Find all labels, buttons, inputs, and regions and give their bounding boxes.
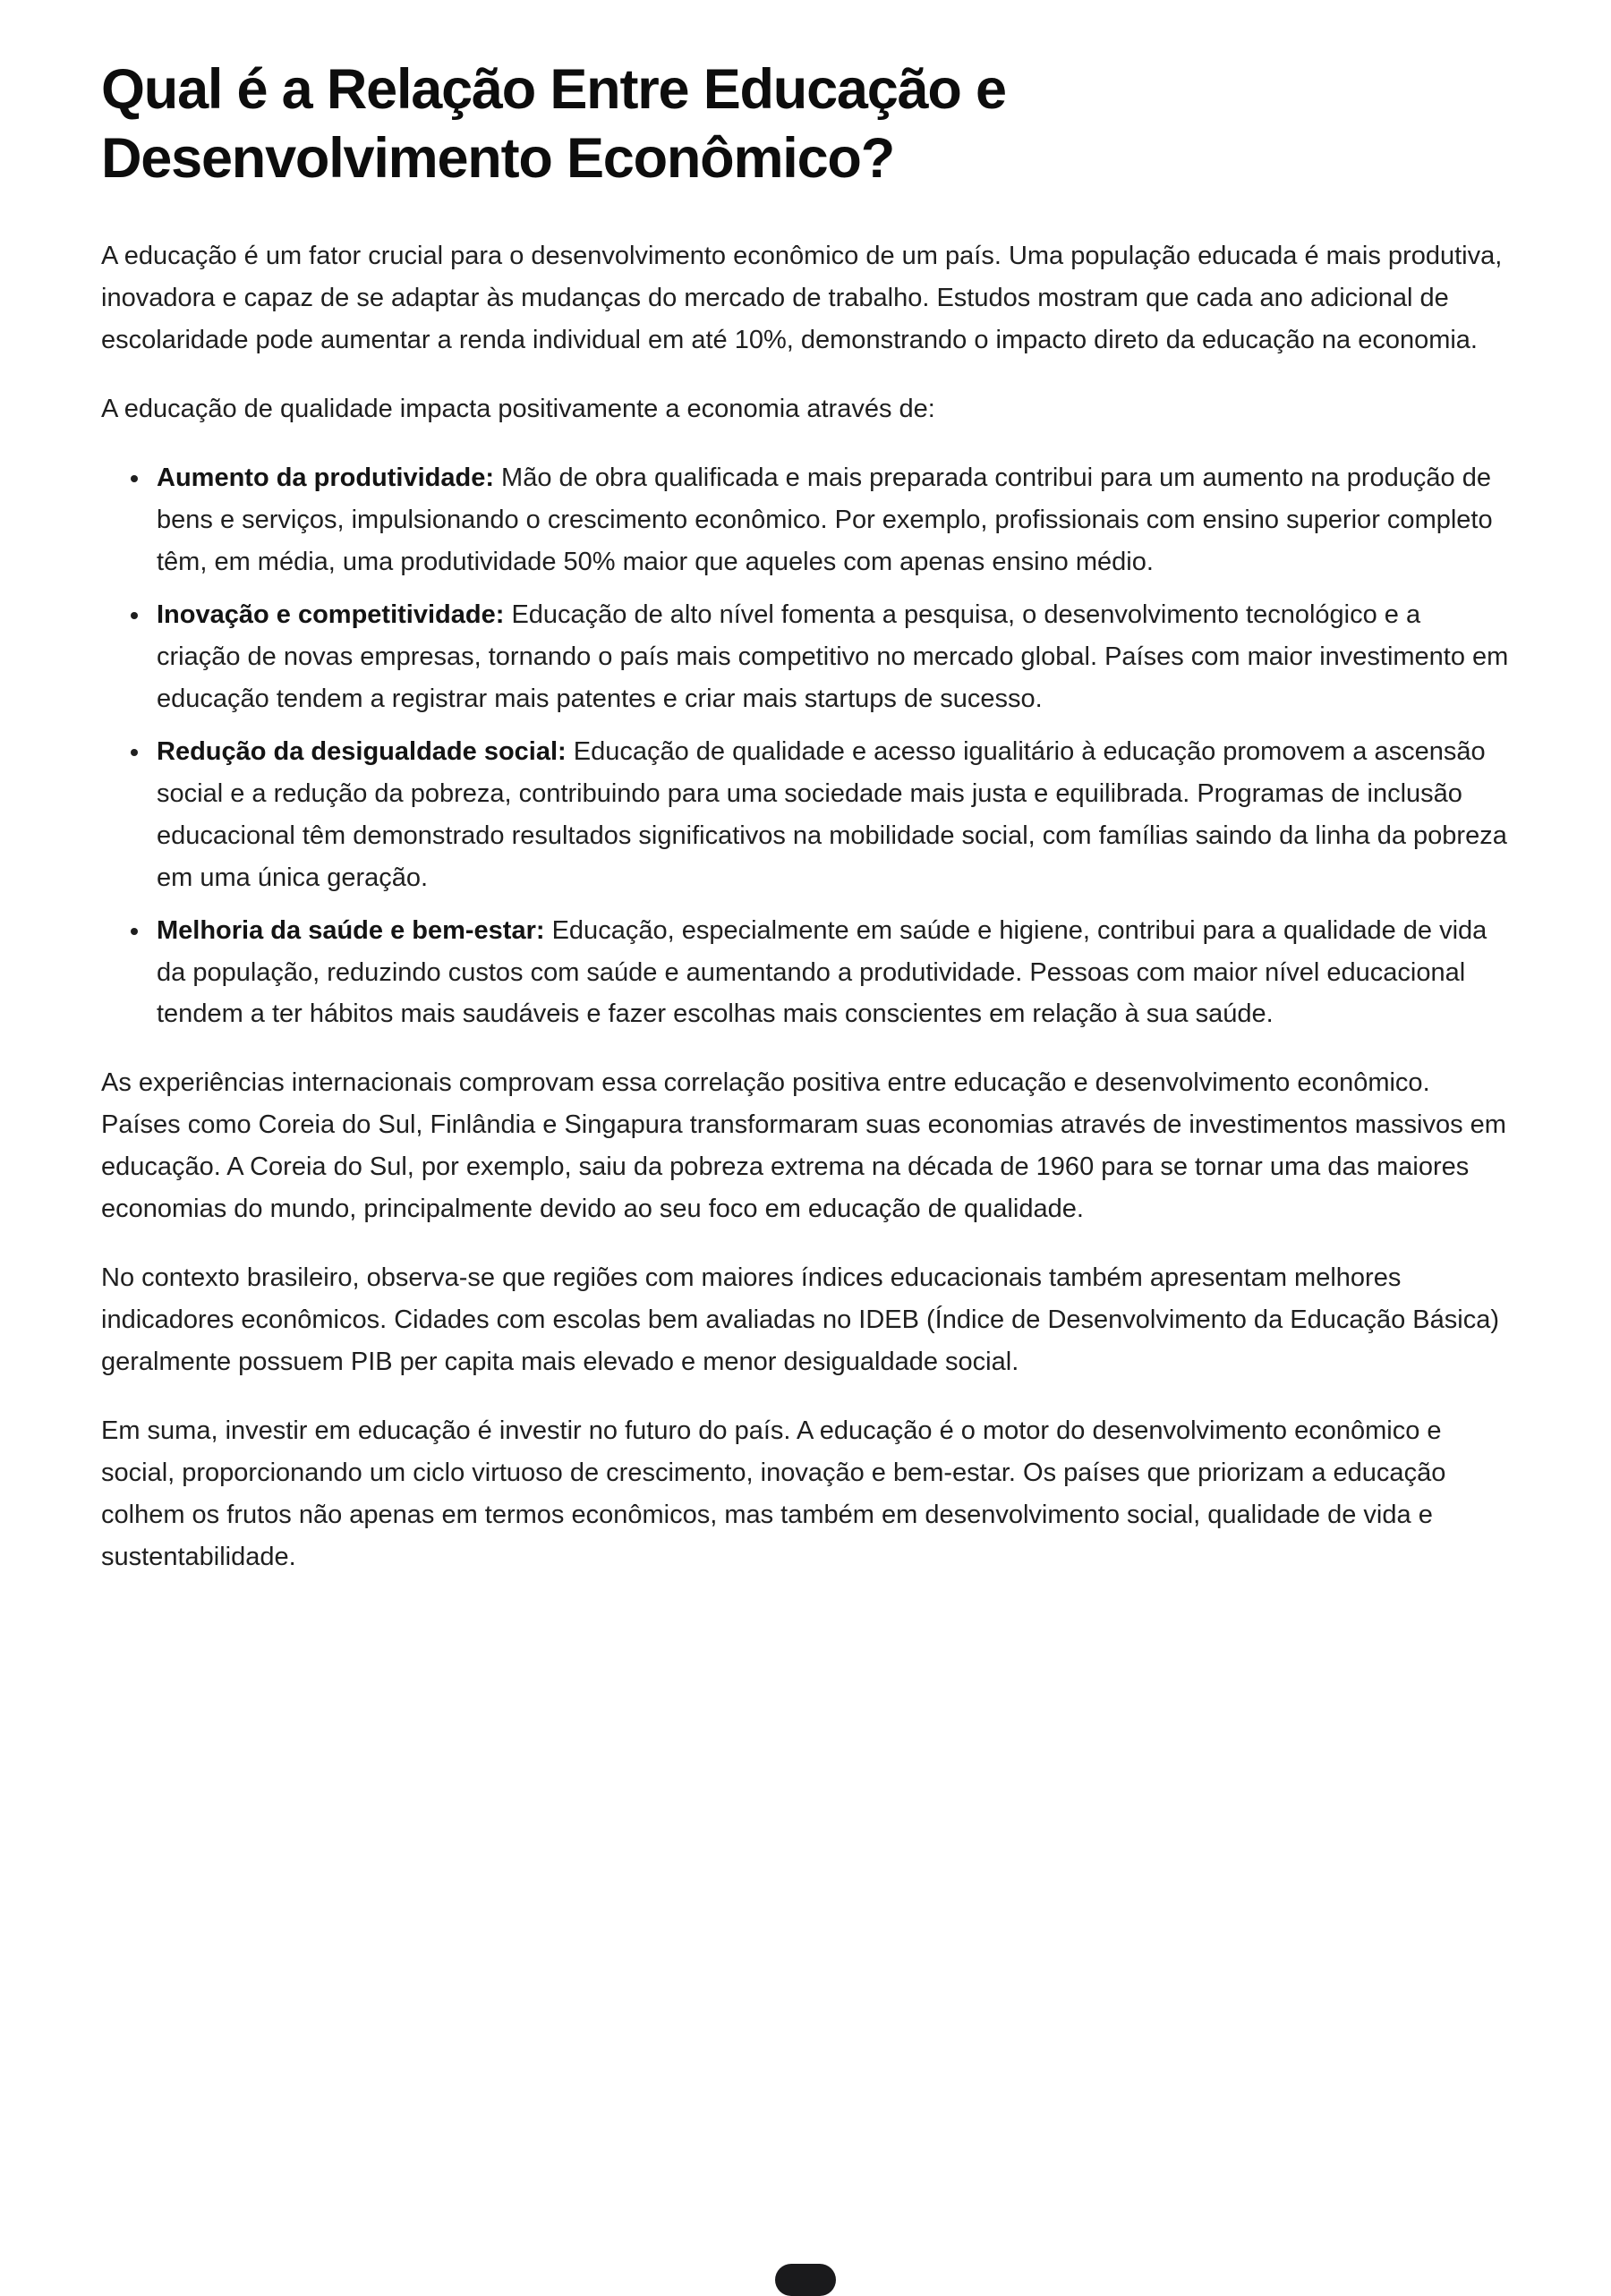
page-title: Qual é a Relação Entre Educação e Desenvolvimento Econômico? [101, 58, 1006, 191]
list-item-text: Mão de obra qualificada e mais preparada contribui para um aumento na produção de bens e serviços, impulsionando o crescimento econômico. Por exemplo, profissionais com ensino superior completo têm, em média, uma produtividade 50% maior que aqueles com apenas ensino médio. [157, 463, 1493, 576]
brazilian-context-paragraph: No contexto brasileiro, observa-se que regiões com maiores índices educacionais também apresentam melhores indicadores econômicos. Cidades com escolas bem avaliadas no IDEB (Índice de Desenvolvimento da Educação Básica) geralmente possuem PIB per capita mais elevado e menor desigualdade social. [101, 1263, 1499, 1377]
list-item [151, 457, 1510, 583]
list-item-lead: Redução da desigualdade social: [157, 736, 567, 766]
list-item-lead: Aumento da produtividade: [157, 463, 494, 492]
list-item [151, 731, 1510, 899]
list-item-text: Educação de qualidade e acesso igualitário à educação promovem a ascensão social e a redução da pobreza, contribuindo para uma sociedade mais justa e equilibrada. Programas de inclusão educacional têm demonstrado resultados significativos na mobilidade social, com famílias saindo da linha da pobreza em uma única geração. [157, 736, 1507, 892]
list-intro-paragraph: A educação de qualidade impacta positivamente a economia através de: [101, 394, 935, 423]
bottom-floating-button[interactable] [775, 2264, 836, 2296]
benefits-list [101, 457, 1510, 1036]
international-examples-paragraph: As experiências internacionais comprovam essa correlação positiva entre educação e desenvolvimento econômico. Países como Coreia do Sul, Finlândia e Singapura transformaram suas economias através de investimentos massivos em educação. A Coreia do Sul, por exemplo, saiu da pobreza extrema na década de 1960 para se tornar uma das maiores economias do mundo, principalmente devido ao seu foco em educação de qualidade. [101, 1068, 1506, 1224]
list-item-text: Educação, especialmente em saúde e higiene, contribui para a qualidade de vida da população, reduzindo custos com saúde e aumentando a produtividade. Pessoas com maior nível educacional tendem a ter hábitos mais saudáveis e fazer escolhas mais conscientes em relação à sua saúde. [157, 915, 1487, 1029]
list-item-lead: Melhoria da saúde e bem-estar: [157, 915, 545, 945]
intro-paragraph: A educação é um fator crucial para o desenvolvimento econômico de um país. Uma população educada é mais produtiva, inovadora e capaz de se adaptar às mudanças do mercado de trabalho. Estudos mostram que cada ano adicional de escolaridade pode aumentar a renda individual em até 10%, demonstrando o impacto direto da educação na economia. [101, 241, 1503, 354]
list-item [151, 594, 1510, 720]
conclusion-paragraph: Em suma, investir em educação é investir no futuro do país. A educação é o motor do desenvolvimento econômico e social, proporcionando um ciclo virtuoso de crescimento, inovação e bem-estar. Os países que priorizam a educação colhem os frutos não apenas em termos econômicos, mas também em desenvolvimento social, qualidade de vida e sustentabilidade. [101, 1416, 1446, 1572]
list-item [151, 910, 1510, 1036]
list-item-text: Educação de alto nível fomenta a pesquisa, o desenvolvimento tecnológico e a criação de novas empresas, tornando o país mais competitivo no mercado global. Países com maior investimento em educação tendem a registrar mais patentes e criar mais startups de sucesso. [157, 600, 1509, 713]
list-item-lead: Inovação e competitividade: [157, 600, 505, 629]
